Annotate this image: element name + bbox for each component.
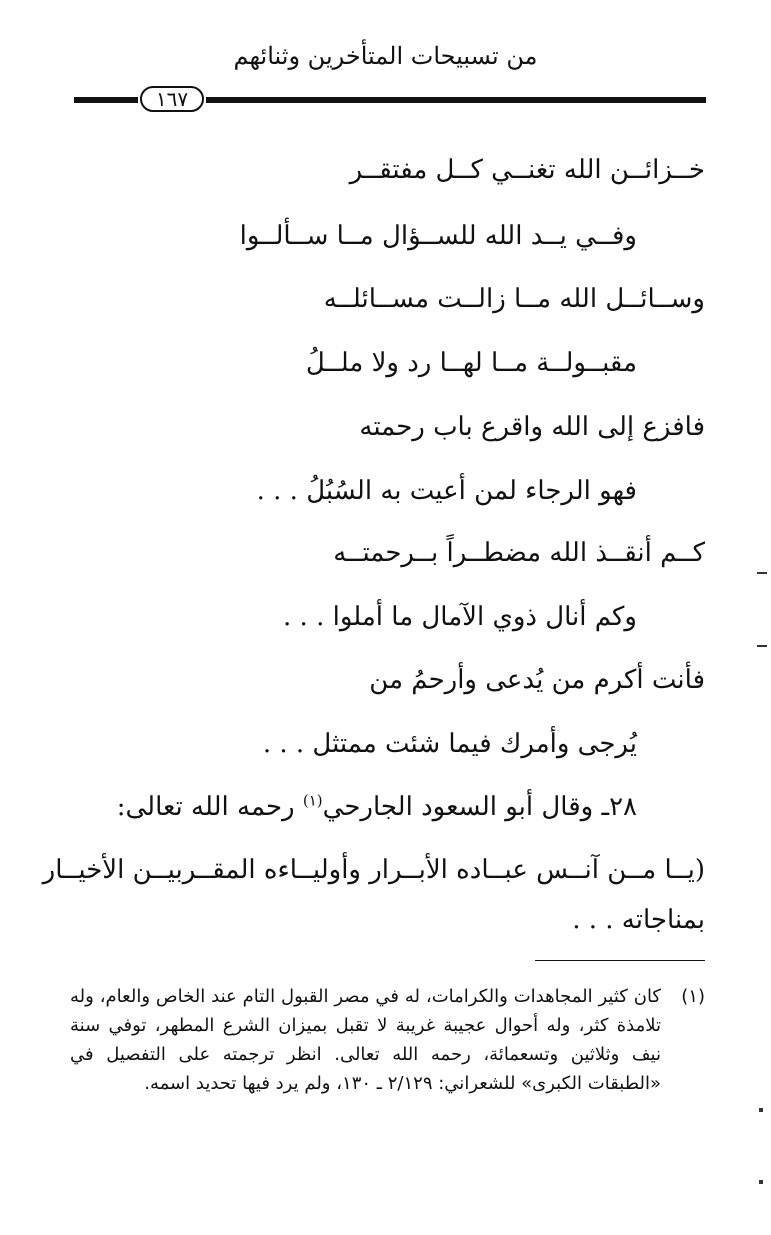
page-number: ١٦٧ <box>140 86 204 112</box>
verse-line: فافزع إلى الله واقرع باب رحمته <box>359 412 705 442</box>
footnote-reference: (١) <box>302 791 323 810</box>
header-rule-right <box>206 97 706 103</box>
running-title: من تسبيحات المتأخرين وثنائهم <box>233 42 538 70</box>
verse-line: يُرجى وأمرك فيما شئت ممتثل . . . <box>262 729 637 759</box>
margin-mark <box>757 572 767 574</box>
header-rule-left <box>74 97 138 103</box>
footnote-number: (١) <box>681 986 705 1007</box>
item-heading <box>117 789 637 825</box>
verse-line: فهو الرجاء لمن أعيت به السُبُلُ . . . <box>256 476 637 506</box>
margin-mark <box>759 1180 763 1184</box>
verse-line: وكم أنال ذوي الآمال ما أملوا . . . <box>283 602 637 632</box>
quote-line: (يــا مــن آنــس عبــاده الأبــرار وأوليــاءه المقــربيــن الأخيــار <box>42 855 705 885</box>
footnote-text: كان كثير المجاهدات والكرامات، له في مصر القبول التام عند الخاص والعام، وله تلامذة كثر، وله أحوال عجيبة غريبة لا تقبل بميزان الشرع المطهر، توفي سنة نيف وثلاثين وتسعمائة، رحمه الله تعالى. انظر ترجمته على التفصيل في «الطبقات الكبرى» للشعراني: ٢/١٢٩ ـ ١٣٠، ولم يرد فيها تحديد اسمه. <box>70 986 661 1094</box>
item-heading-tail: رحمه الله تعالى: <box>116 792 303 822</box>
verse-line: وســائــل الله مــا زالــت مســائلــه <box>323 284 705 314</box>
verse-line: وفــي يــد الله للســؤال مــا ســألــوا <box>239 221 637 251</box>
header-rule <box>74 86 706 116</box>
margin-mark <box>759 1108 763 1112</box>
footnote-separator <box>535 960 705 961</box>
verse-line: مقبــولــة مــا لهــا رد ولا ملــلُ <box>305 348 637 378</box>
quote-line: بمناجاته . . . <box>572 905 705 935</box>
footnote <box>70 982 705 1098</box>
verse-line: خــزائــن الله تغنــي كــل مفتقــر <box>349 155 705 185</box>
verse-line: فأنت أكرم من يُدعى وأرحمُ من <box>369 665 705 695</box>
item-heading-text: ٢٨ـ وقال أبو السعود الجارحي <box>322 792 637 822</box>
verse-line: كــم أنقــذ الله مضطــراً بــرحمتــه <box>333 538 705 568</box>
margin-mark <box>757 645 767 647</box>
